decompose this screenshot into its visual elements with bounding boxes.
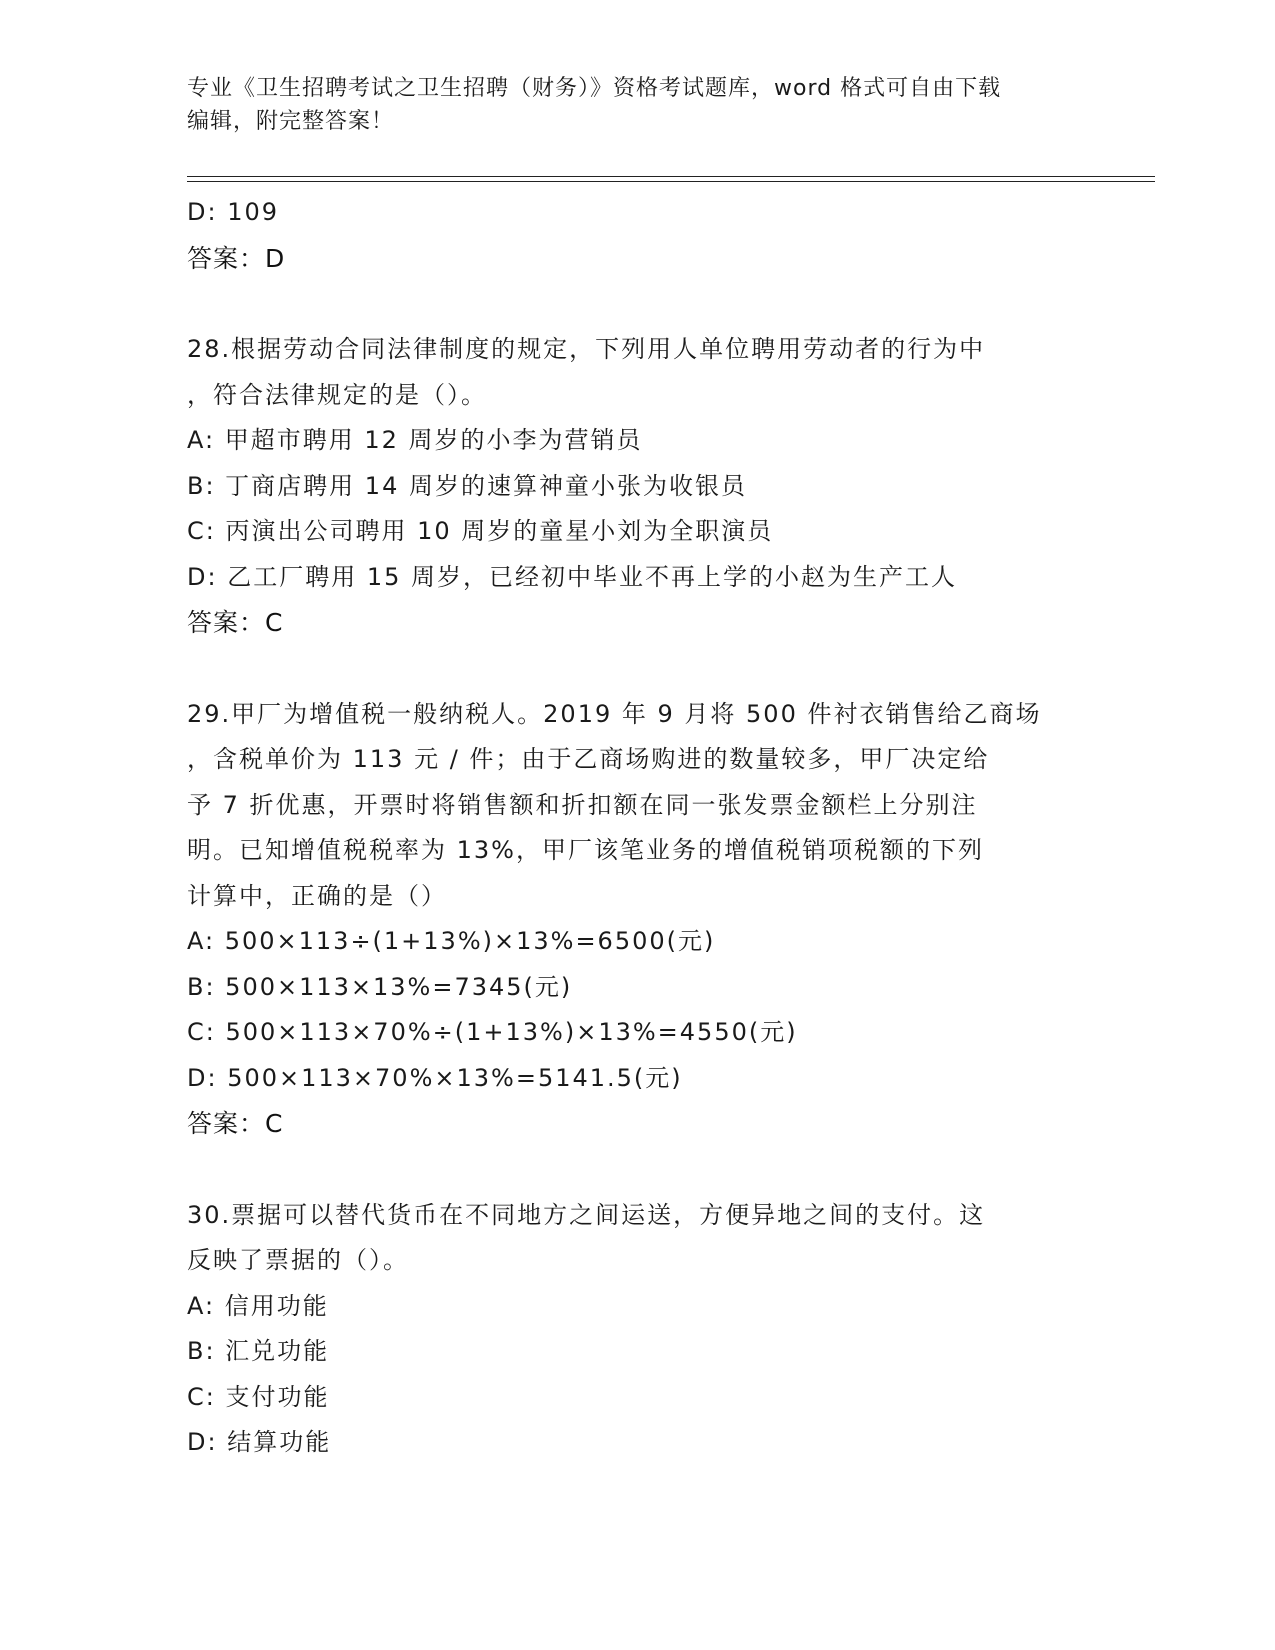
question-stem: 29.甲厂为增值税一般纳税人。2019 年 9 月将 500 件衬衣销售给乙商场	[187, 699, 1042, 728]
question-stem: 明。已知增值税税率为 13%，甲厂该笔业务的增值税销项税额的下列	[187, 836, 984, 864]
question-content	[187, 190, 1087, 1466]
question-stem: 计算中，正确的是（）	[187, 881, 447, 910]
question-30	[187, 1193, 1087, 1466]
option-c: C: 500×113×70%÷(1+13%)×13%=4550(元)	[187, 1018, 798, 1046]
question-stem: ，符合法律规定的是（）。	[187, 380, 487, 409]
option-d: D: 500×113×70%×13%=5141.5(元)	[187, 1063, 683, 1092]
spacer	[187, 646, 1087, 692]
header-line-2: 编辑，附完整答案！	[187, 109, 395, 134]
option-c: C: 丙演出公司聘用 10 周岁的童星小刘为全职演员	[187, 517, 774, 545]
option-c: C: 支付功能	[187, 1382, 330, 1411]
answer: 答案：D	[187, 243, 286, 273]
option-b: B: 500×113×13%=7345(元)	[187, 972, 573, 1001]
option-d: D: 109	[187, 198, 280, 226]
question-27-tail	[187, 190, 1087, 281]
question-stem: 反映了票据的（）。	[187, 1246, 409, 1274]
page-header	[187, 72, 1087, 138]
question-29	[187, 692, 1087, 1147]
option-a: A: 甲超市聘用 12 周岁的小李为营销员	[187, 426, 643, 454]
header-line-1: 专业《卫生招聘考试之卫生招聘（财务）》资格考试题库，word 格式可自由下载	[187, 76, 1002, 101]
question-stem: 予 7 折优惠，开票时将销售额和折扣额在同一张发票金额栏上分别注	[187, 790, 978, 819]
option-a: A: 信用功能	[187, 1291, 329, 1320]
question-28	[187, 327, 1087, 646]
option-b: B: 汇兑功能	[187, 1337, 330, 1365]
option-b: B: 丁商店聘用 14 周岁的速算神童小张为收银员	[187, 471, 747, 500]
option-d: D: 乙工厂聘用 15 周岁，已经初中毕业不再上学的小赵为生产工人	[187, 562, 957, 591]
question-stem: 28.根据劳动合同法律制度的规定，下列用人单位聘用劳动者的行为中	[187, 335, 986, 363]
option-d: D: 结算功能	[187, 1428, 332, 1456]
spacer	[187, 281, 1087, 327]
option-a: A: 500×113÷(1+13%)×13%=6500(元)	[187, 927, 716, 955]
answer: 答案：C	[187, 608, 284, 637]
answer: 答案：C	[187, 1109, 284, 1138]
question-stem: 30.票据可以替代货币在不同地方之间运送，方便异地之间的支付。这	[187, 1200, 986, 1229]
spacer	[187, 1147, 1087, 1193]
header-divider	[187, 176, 1155, 182]
question-stem: ，含税单价为 113 元 / 件；由于乙商场购进的数量较多，甲厂决定给	[187, 745, 990, 773]
